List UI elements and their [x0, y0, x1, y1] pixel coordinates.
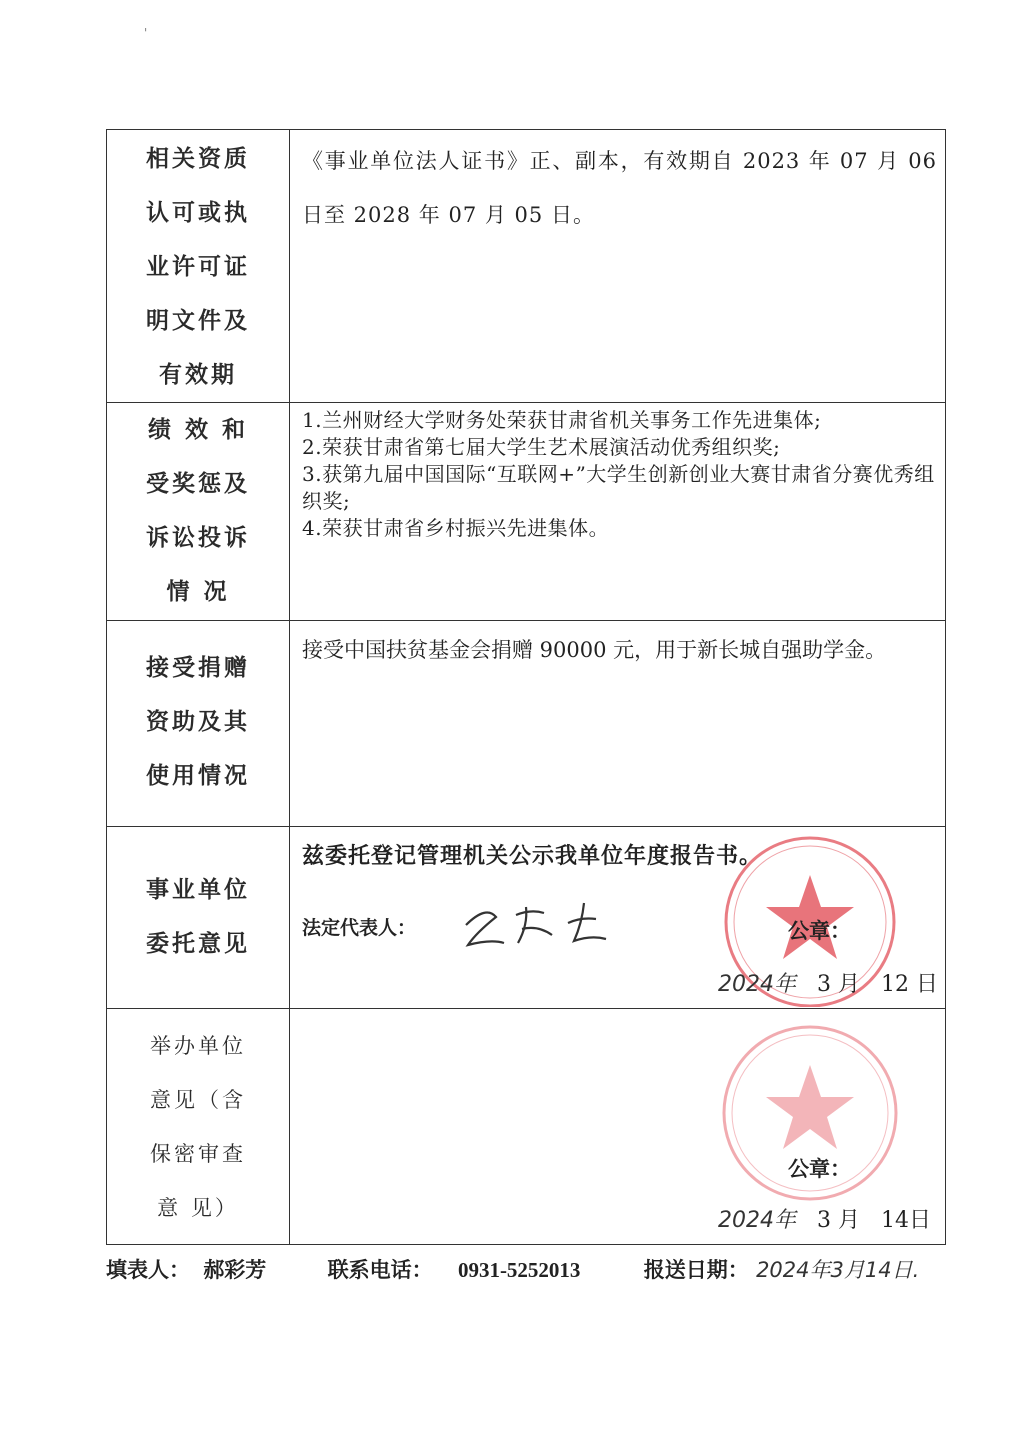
phone-label: 联系电话： — [327, 1257, 433, 1282]
list-item: 2.荣获甘肃省第七届大学生艺术展演活动优秀组织奖; — [302, 435, 781, 459]
content-commission — [290, 827, 946, 1009]
label-line: 保密审查 — [150, 1142, 246, 1166]
label-line: 诉讼投诉 — [146, 524, 250, 551]
performance-list — [290, 403, 945, 542]
seal-label: 公章： — [788, 918, 851, 943]
date-month: 3 月 — [817, 1208, 860, 1233]
label-sponsor — [107, 1009, 290, 1245]
content-performance — [290, 403, 946, 621]
date-value: 2024年3月14日. — [756, 1258, 920, 1282]
label-line: 使用情况 — [146, 762, 250, 789]
date-month: 3 月 — [817, 972, 860, 997]
row-performance — [107, 403, 946, 621]
qualification-text: 《事业单位法人证书》正、副本，有效期自 2023 年 07 月 06 日至 2028 年 07 月 05 日。 — [302, 149, 937, 227]
label-line: 事业单位 — [146, 876, 250, 903]
label-line: 认可或执 — [146, 199, 250, 226]
sponsor-date — [718, 1203, 931, 1234]
label-line: 委托意见 — [146, 930, 250, 957]
label-line: 业许可证 — [146, 253, 250, 280]
report-table — [106, 129, 946, 1245]
label-line: 资助及其 — [146, 708, 250, 735]
list-item: 4.荣获甘肃省乡村振兴先进集体。 — [302, 516, 610, 540]
label-line: 意见（含 — [150, 1088, 246, 1112]
row-qualification — [107, 130, 946, 403]
donation-text: 接受中国扶贫基金会捐赠 90000 元，用于新长城自强助学金。 — [302, 638, 887, 662]
label-performance — [107, 403, 290, 621]
date-label: 报送日期： — [643, 1257, 749, 1282]
commission-text: 兹委托登记管理机关公示我单位年度报告书。 — [302, 843, 763, 869]
row-commission — [107, 827, 946, 1009]
filler-name: 郝彩芳 — [203, 1257, 267, 1282]
label-line: 举办单位 — [150, 1034, 246, 1058]
list-item: 1.兰州财经大学财务处荣获甘肃省机关事务工作先进集体; — [302, 408, 822, 432]
row-sponsor — [107, 1009, 946, 1245]
commission-date — [718, 967, 938, 998]
page-mark: ' — [144, 26, 148, 40]
label-line: 意 见） — [157, 1196, 239, 1220]
label-commission — [107, 827, 290, 1009]
date-day: 12 日 — [881, 972, 938, 997]
date-day: 14日 — [881, 1208, 931, 1233]
row-donation — [107, 621, 946, 827]
label-qualification — [107, 130, 290, 403]
label-line: 受奖惩及 — [146, 470, 250, 497]
seal-label: 公章： — [788, 1156, 851, 1181]
content-qualification — [290, 130, 946, 403]
content-sponsor — [290, 1009, 946, 1245]
label-line: 明文件及 — [146, 307, 250, 334]
list-item: 3.获第九届中国国际“互联网+”大学生创新创业大赛甘肃省分赛优秀组织奖; — [302, 462, 935, 513]
date-year: 2024年 — [718, 972, 796, 997]
label-line: 有效期 — [159, 361, 237, 388]
label-donation — [107, 621, 290, 827]
label-line: 情 况 — [166, 578, 230, 605]
content-donation — [290, 621, 946, 827]
legal-rep-signature — [456, 895, 626, 955]
legal-rep-label: 法定代表人： — [302, 917, 417, 939]
label-line: 接受捐赠 — [146, 654, 250, 681]
phone-number: 0931-5252013 — [457, 1258, 581, 1282]
label-line: 绩 效 和 — [147, 416, 248, 443]
date-year: 2024年 — [718, 1208, 796, 1233]
label-line: 相关资质 — [146, 145, 250, 172]
footer — [106, 1254, 919, 1284]
filler-label: 填表人： — [106, 1257, 190, 1282]
